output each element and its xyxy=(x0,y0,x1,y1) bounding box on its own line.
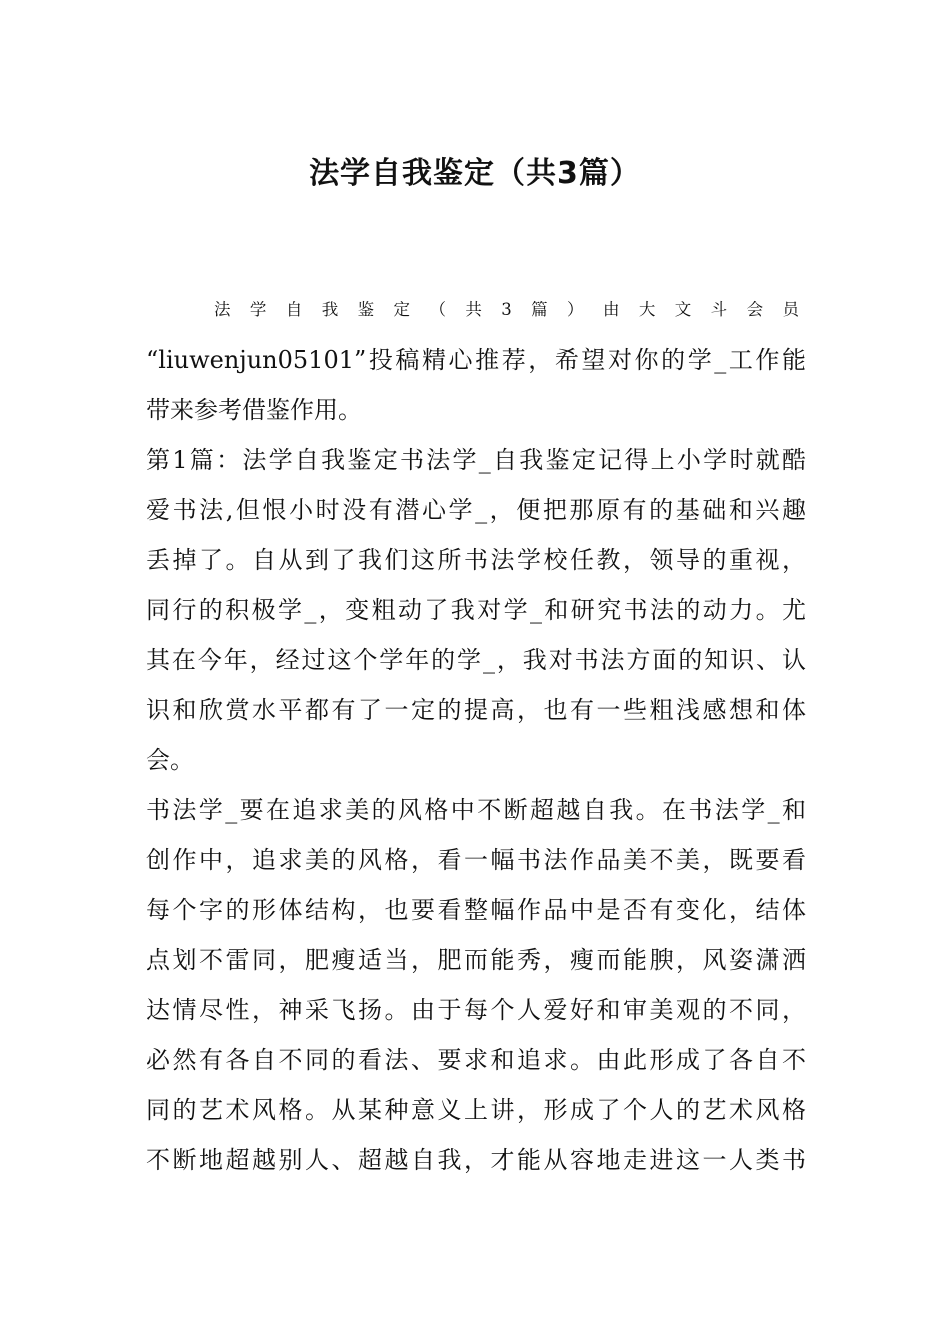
document-title: 法学自我鉴定（共3篇） xyxy=(309,156,641,191)
body-line: 必然有各自不同的看法、要求和追求。由此形成了各自不 xyxy=(146,1046,806,1074)
body-line: 同的艺术风格。从某种意义上讲，形成了个人的艺术风格 xyxy=(146,1096,806,1124)
body-line: “liuwenjun05101”投稿精心推荐，希望对你的学_工作能 xyxy=(146,346,806,374)
body-line: 会。 xyxy=(146,746,194,774)
body-line: 第1篇：法学自我鉴定书法学_自我鉴定记得上小学时就酷 xyxy=(146,446,806,474)
body-line: 书法学_要在追求美的风格中不断超越自我。在书法学_和 xyxy=(146,796,806,824)
body-line: 爱书法,但恨小时没有潜心学_，便把那原有的基础和兴趣 xyxy=(146,496,806,524)
body-line: 达情尽性，神采飞扬。由于每个人爱好和审美观的不同， xyxy=(146,996,806,1024)
body-line: 识和欣赏水平都有了一定的提高，也有一些粗浅感想和体 xyxy=(146,696,806,724)
body-line: 创作中，追求美的风格，看一幅书法作品美不美，既要看 xyxy=(146,846,806,874)
body-line: 法 学 自 我 鉴 定 （ 共 3 篇 ） 由 大 文 斗 会 员 xyxy=(214,300,806,319)
body-line: 同行的积极学_，变粗动了我对学_和研究书法的动力。尤 xyxy=(146,596,806,624)
body-line: 带来参考借鉴作用。 xyxy=(146,396,362,424)
body-line: 不断地超越别人、超越自我，才能从容地走进这一人类书 xyxy=(146,1146,806,1174)
body-line: 丢掉了。自从到了我们这所书法学校任教，领导的重视， xyxy=(146,546,806,574)
body-line: 每个字的形体结构，也要看整幅作品中是否有变化，结体 xyxy=(146,896,806,924)
body-line: 点划不雷同，肥瘦适当，肥而能秀，瘦而能腴，风姿潇洒 xyxy=(146,946,806,974)
body-line: 其在今年，经过这个学年的学_，我对书法方面的知识、认 xyxy=(146,646,806,674)
